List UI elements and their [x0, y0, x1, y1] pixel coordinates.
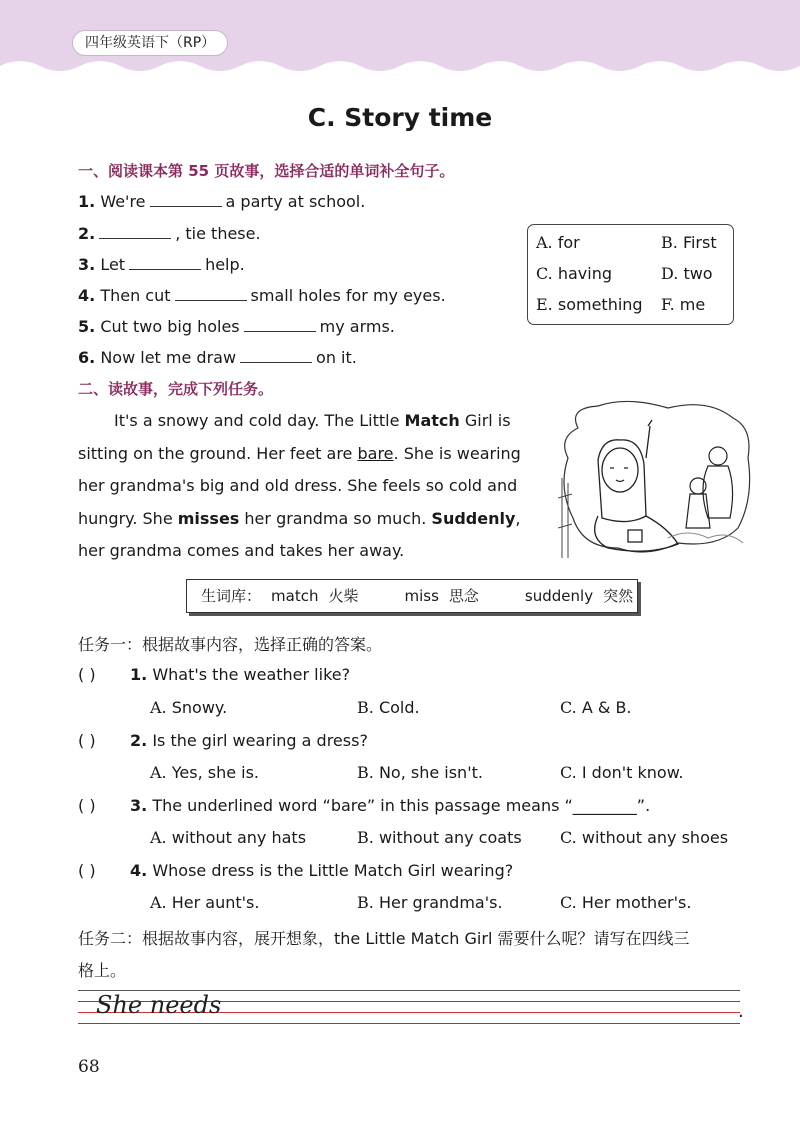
page-title: C. Story time	[307, 103, 493, 132]
q4-option-a[interactable]: A. Her aunt's.	[150, 893, 260, 912]
fill-sentence-3: 3. Let help.	[78, 255, 245, 274]
story-passage: It's a snowy and cold day. The Little Match Girl is sitting on the ground. Her feet are bare. She is wearing her grandma's big and old dress. She feels so cold and hungry. She misses her grandma so much. Suddenly, her grandma comes and takes her away.	[78, 411, 521, 560]
section1-heading: 一、阅读课本第 55 页故事，选择合适的单词补全句子。	[78, 162, 455, 180]
q1-option-b[interactable]: B. Cold.	[357, 698, 420, 717]
fill-sentence-4: 4. Then cut small holes for my eyes.	[78, 286, 446, 305]
answer-blank[interactable]	[175, 287, 247, 301]
fill-sentence-6: 6. Now let me draw on it.	[78, 348, 357, 367]
option-f: F. me	[661, 295, 706, 314]
task2-heading-line2: 格上。	[78, 961, 127, 980]
match-girl-illustration	[558, 398, 754, 566]
page-number: 68	[78, 1057, 100, 1077]
sentence-end-mark: .	[738, 1001, 744, 1022]
answer-blank[interactable]	[150, 193, 222, 207]
question-1: ( ) 1. What's the weather like?	[78, 665, 351, 684]
q2-option-a[interactable]: A. Yes, she is.	[150, 763, 260, 782]
q3-option-c[interactable]: C. without any shoes	[560, 828, 729, 847]
q4-option-c[interactable]: C. Her mother's.	[560, 893, 692, 912]
question-2: ( ) 2. Is the girl wearing a dress?	[78, 731, 368, 750]
option-e: E. something	[536, 295, 643, 314]
answer-blank[interactable]	[244, 318, 316, 332]
answer-blank[interactable]	[99, 225, 171, 239]
writing-line-4	[78, 1023, 740, 1024]
answer-paren[interactable]: ( )	[78, 731, 96, 750]
option-c: C. having	[536, 264, 613, 283]
option-a: A. for	[536, 233, 580, 252]
answer-paren[interactable]: ( )	[78, 665, 96, 684]
question-3: ( ) 3. The underlined word “bare” in this passage means “________”.	[78, 796, 651, 815]
fill-sentence-5: 5. Cut two big holes my arms.	[78, 317, 395, 336]
answer-paren[interactable]: ( )	[78, 861, 96, 880]
q2-option-c[interactable]: C. I don't know.	[560, 763, 684, 782]
vocabulary-box: 生词库： match 火柴 miss 思念 suddenly 突然	[186, 579, 638, 613]
answer-paren[interactable]: ( )	[78, 796, 96, 815]
question-4: ( ) 4. Whose dress is the Little Match Girl wearing?	[78, 861, 514, 880]
option-b: B. First	[661, 233, 717, 252]
section2-heading: 二、读故事，完成下列任务。	[78, 380, 274, 398]
q1-option-c[interactable]: C. A & B.	[560, 698, 632, 717]
task2-heading-line1: 任务二：根据故事内容，展开想象，the Little Match Girl 需要什么呢？请写在四线三	[78, 929, 690, 948]
book-label: 四年级英语下（RP）	[72, 30, 228, 56]
q4-option-b[interactable]: B. Her grandma's.	[357, 893, 503, 912]
task1-heading: 任务一：根据故事内容，选择正确的答案。	[78, 635, 383, 654]
q2-option-b[interactable]: B. No, she isn't.	[357, 763, 483, 782]
answer-blank[interactable]	[129, 256, 201, 270]
q3-option-a[interactable]: A. without any hats	[150, 828, 307, 847]
fill-sentence-1: 1. We're a party at school.	[78, 192, 366, 211]
fill-sentence-2: 2. , tie these.	[78, 224, 261, 243]
q3-option-b[interactable]: B. without any coats	[357, 828, 522, 847]
option-d: D. two	[661, 264, 713, 283]
word-options-box	[527, 224, 734, 325]
answer-blank[interactable]	[240, 349, 312, 363]
q1-option-a[interactable]: A. Snowy.	[150, 698, 228, 717]
writing-prefill[interactable]: She needs	[96, 991, 222, 1019]
